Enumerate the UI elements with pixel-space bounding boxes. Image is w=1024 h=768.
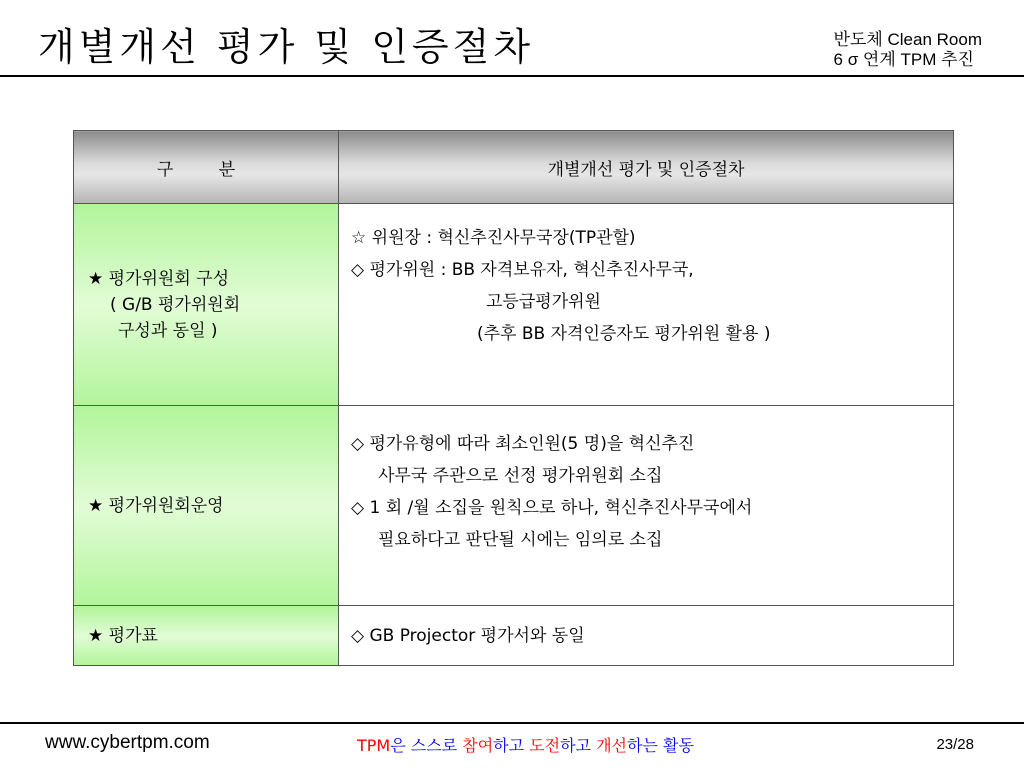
procedure-table bbox=[73, 130, 954, 666]
procedure-text: 고등급평가위원 bbox=[486, 292, 601, 312]
row-category-cell bbox=[74, 204, 339, 406]
column-header-category: 구 분 bbox=[74, 131, 339, 204]
subtitle-line-2: 6 σ 연계 TPM 추진 bbox=[833, 50, 974, 69]
slogan-part: 하는 활동 bbox=[627, 736, 694, 755]
header-subtitle bbox=[834, 30, 982, 70]
footer-url: www.cybertpm.com bbox=[45, 732, 210, 753]
page-title: 개별개선 평가 및 인증절차 bbox=[38, 25, 535, 69]
table-row bbox=[74, 204, 954, 406]
procedure-text: ◇ 평가위원 : BB 자격보유자, 혁신추진사무국, bbox=[351, 260, 694, 280]
slogan-part: TPM bbox=[357, 736, 391, 755]
category-text: 구성과 동일 ) bbox=[118, 320, 218, 341]
row-procedure-cell bbox=[339, 204, 954, 406]
footer-divider bbox=[0, 722, 1024, 724]
table-row bbox=[74, 406, 954, 606]
footer-slogan bbox=[357, 733, 694, 756]
slogan-part: 하고 bbox=[493, 736, 530, 755]
row-category-cell bbox=[74, 606, 339, 666]
procedure-text: 필요하다고 판단될 시에는 임의로 소집 bbox=[378, 530, 663, 550]
table-row bbox=[74, 606, 954, 666]
header-divider bbox=[0, 75, 1024, 77]
category-text: ( G/B 평가위원회 bbox=[110, 294, 241, 315]
procedure-text: (추후 BB 자격인증자도 평가위원 활용 ) bbox=[477, 324, 771, 344]
page-number: 23/28 bbox=[936, 736, 974, 753]
slogan-part: 참여 bbox=[462, 736, 494, 755]
row-category-cell bbox=[74, 406, 339, 606]
category-text: ★ 평가위원회운영 bbox=[88, 495, 224, 516]
slogan-part: 하고 bbox=[560, 736, 597, 755]
slogan-part: 도전 bbox=[529, 736, 561, 755]
column-header-procedure: 개별개선 평가 및 인증절차 bbox=[339, 131, 954, 204]
slogan-part: 은 bbox=[390, 736, 411, 755]
procedure-text: ◇ 1 회 /월 소집을 원칙으로 하나, 혁신추진사무국에서 bbox=[351, 498, 753, 518]
slogan-part: 스스로 bbox=[410, 736, 463, 755]
subtitle-line-1: 반도체 Clean Room bbox=[833, 30, 982, 49]
row-procedure-cell bbox=[339, 406, 954, 606]
slogan-part: 개선 bbox=[596, 736, 628, 755]
procedure-text: ◇ GB Projector 평가서와 동일 bbox=[351, 625, 585, 646]
procedure-text: ◇ 평가유형에 따라 최소인원(5 명)을 혁신추진 bbox=[351, 434, 695, 454]
procedure-text: ☆ 위원장 : 혁신추진사무국장(TP관할) bbox=[351, 228, 636, 248]
table-header-row bbox=[74, 131, 954, 204]
procedure-text: 사무국 주관으로 선정 평가위원회 소집 bbox=[378, 466, 663, 486]
row-procedure-cell bbox=[339, 606, 954, 666]
category-text: ★ 평가표 bbox=[88, 625, 158, 646]
category-text: ★ 평가위원회 구성 bbox=[88, 268, 230, 289]
